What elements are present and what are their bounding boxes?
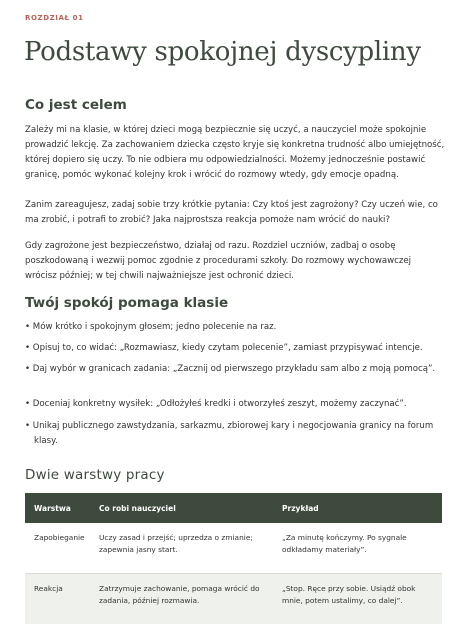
table-row [25, 574, 442, 625]
table-cell: „Stop. Ręce przy sobie. Usiądź obok mnie, potem ustalimy, co dalej”. [273, 574, 442, 625]
table-cell: „Za minutę kończymy. Po sygnale odkładamy materiały”. [273, 523, 442, 574]
calm-bullet-item: • Unikaj publicznego zawstydzania, sarkazmu, zbiorowej kary i negocjowania granicy na forum klasy. [25, 421, 434, 446]
calm-bullet-item: • Doceniaj konkretny wysiłek: „Odłożyłeś kredki i otworzyłeś zeszyt, możemy zaczynać”. [25, 399, 407, 409]
calm-bullet-item: • Opisuj to, co widać: „Rozmawiasz, kiedy czytam polecenie”, zamiast przypisywać intencje. [25, 343, 423, 353]
chapter-label: ROZDZIAŁ 01 [25, 14, 84, 22]
table-cell: Zatrzymuje zachowanie, pomaga wrócić do zadania, później rozmawia. [90, 574, 273, 625]
table-row [25, 523, 442, 574]
table-header-row [25, 493, 442, 523]
table-cell: Reakcja [25, 574, 90, 625]
goal-paragraph-1: Zależy mi na klasie, w której dzieci mogą bezpiecznie się uczyć, a nauczyciel może spokojnie prowadzić lekcję. Za zachowaniem dziecka często kryje się konkretna trudność albo umiejętność, której dopiero się uczy. To nie odbiera mu odpowiedzialności. Możemy jednocześnie postawić granicę, pomóc wykonać kolejny krok i wrócić do rozmowy wtedy, gdy emocje opadną. [25, 125, 445, 180]
layers-table [25, 493, 442, 624]
goal-paragraph-2: Zanim zareagujesz, zadaj sobie trzy krótkie pytania: Czy ktoś jest zagrożony? Czy uczeń wie, co ma zrobić, i potrafi to zrobić? Jaka najprostsza reakcja pomoże nam wrócić do nauki? [25, 200, 438, 225]
page-title: Podstawy spokojnej dyscypliny [24, 37, 421, 67]
column-header-teacher-action: Co robi nauczyciel [90, 493, 273, 523]
calm-bullet-item: • Daj wybór w granicach zadania: „Zacznij od pierwszego przykładu sam albo z moją pomocą”. [25, 364, 436, 374]
section-heading-layers: Dwie warstwy pracy [25, 467, 165, 483]
calm-bullet-item: • Mów krótko i spokojnym głosem; jedno polecenie na raz. [25, 322, 277, 332]
goal-paragraph-3: Gdy zagrożone jest bezpieczeństwo, działaj od razu. Rozdziel uczniów, zadbaj o osobę poszkodowaną i wezwij pomoc zgodnie z procedurami szkoły. Do rozmowy wychowawczej wrócisz później; w tej chwili najważniejsze jest ochronić dzieci. [25, 241, 412, 281]
section-heading-calm: Twój spokój pomaga klasie [25, 295, 229, 311]
column-header-layer: Warstwa [25, 493, 90, 523]
table-cell: Zapobieganie [25, 523, 90, 574]
table-cell: Uczy zasad i przejść; uprzedza o zmianie; zapewnia jasny start. [90, 523, 273, 574]
column-header-example: Przykład [273, 493, 442, 523]
section-heading-goal: Co jest celem [25, 97, 127, 113]
